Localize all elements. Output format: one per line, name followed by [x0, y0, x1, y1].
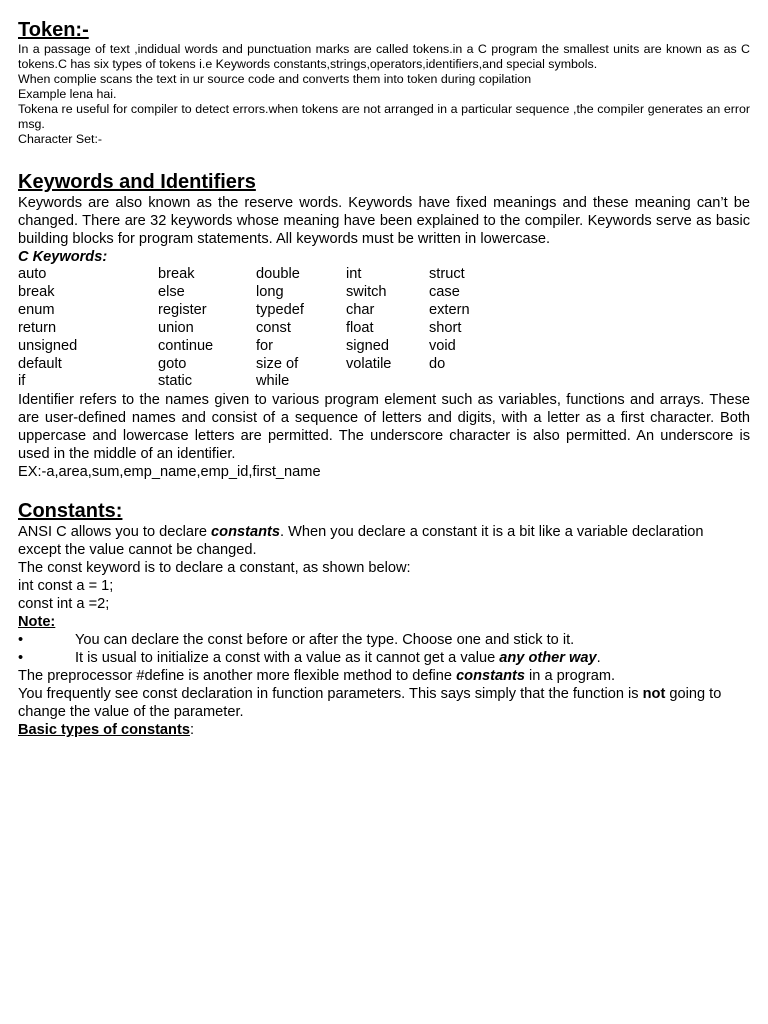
basic-types-label: Basic types of constants	[18, 722, 190, 739]
keyword-cell: default	[18, 355, 62, 372]
code-line: int const a = 1;	[18, 578, 114, 595]
text-run: You can declare the const before or after the type. Choose one and stick to it.	[75, 632, 575, 649]
keyword-cell: typedef	[256, 301, 304, 318]
text-run: going to change the value of the parameter.	[18, 686, 722, 721]
emphasis-text: not	[642, 686, 666, 703]
keywords-heading: Keywords and Identifiers	[18, 171, 256, 193]
keyword-cell: enum	[18, 301, 55, 318]
text-run: in a program.	[525, 668, 616, 685]
table-row	[18, 320, 509, 338]
table-row	[18, 302, 509, 320]
keywords-table	[18, 266, 509, 391]
keyword-cell: break	[18, 283, 55, 300]
text-run: :	[189, 722, 194, 739]
keyword-cell: long	[256, 283, 284, 300]
keyword-cell: char	[346, 301, 375, 318]
text-run: ANSI C allows you to declare	[18, 524, 212, 541]
keyword-cell: short	[429, 319, 462, 336]
constants-heading: Constants:	[18, 500, 123, 523]
keyword-cell: return	[18, 319, 57, 336]
code-line: const int a =2;	[18, 596, 110, 613]
note-label: Note:	[18, 614, 56, 631]
keyword-cell: break	[158, 266, 195, 282]
text-run: It is usual to initialize a const with a value as it cannot get a value	[75, 650, 500, 667]
table-row	[18, 284, 509, 302]
keyword-cell: do	[429, 355, 446, 372]
keywords-section	[18, 170, 750, 481]
keyword-cell: case	[429, 283, 460, 300]
bullet-icon: •	[18, 650, 24, 667]
keyword-cell: switch	[346, 283, 387, 300]
keyword-cell: if	[18, 373, 26, 390]
text-run: . When you declare a constant it is a bit like a variable declaration except the value cannot be changed.	[18, 524, 704, 559]
constants-paragraph	[18, 685, 750, 721]
keyword-cell: unsigned	[18, 337, 78, 354]
table-row	[18, 356, 509, 374]
table-row	[18, 338, 509, 356]
token-paragraph: In a passage of text ,indidual words and punctuation marks are called tokens.in a C program the smallest units are known as as C tokens.C has six types of tokens i.e Keywords constants,strings,operators,identifiers,and special symbols.	[18, 42, 750, 71]
token-paragraph: When complie scans the text in ur source code and converts them into token during copilation	[18, 72, 532, 86]
identifier-example: EX:-a,area,sum,emp_name,emp_id,first_name	[18, 464, 321, 481]
list-item	[18, 631, 750, 649]
keyword-cell: size of	[256, 355, 299, 372]
constants-paragraph	[18, 523, 750, 559]
text-run: The preprocessor #define is another more flexible method to define	[18, 668, 457, 685]
table-row	[18, 266, 509, 284]
bullet-icon: •	[18, 632, 24, 649]
identifier-paragraph: Identifier refers to the names given to various program element such as variables, functions and arrays. These are user-defined names and consist of a sequence of letters and digits, with a letter as a first character. Both uppercase and lowercase letters are permitted. The underscore character is also permitted. An underscore is used in the middle of an identifier.	[18, 392, 750, 463]
keyword-cell: struct	[429, 266, 465, 282]
table-row	[18, 373, 509, 391]
keyword-cell: else	[158, 283, 185, 300]
keyword-cell: continue	[158, 337, 214, 354]
constants-section	[18, 499, 750, 739]
keyword-cell: register	[158, 301, 207, 318]
notes-list	[18, 631, 750, 667]
basic-types-line	[18, 721, 750, 739]
token-heading: Token:-	[18, 19, 89, 41]
keyword-cell	[429, 373, 509, 391]
keywords-intro: Keywords are also known as the reserve words. Keywords have fixed meanings and these meaning can’t be changed. There are 32 keywords whose meaning have been explained to the compiler. Keywords serve as basic building blocks for program statements. All keywords must be written in lowercase.	[18, 195, 750, 247]
keyword-cell: union	[158, 319, 194, 336]
keyword-cell: static	[158, 373, 193, 390]
keyword-cell: float	[346, 319, 374, 336]
token-paragraph: Example lena hai.	[18, 87, 117, 101]
keyword-cell: goto	[158, 355, 187, 372]
keyword-cell: double	[256, 266, 300, 282]
keyword-cell: auto	[18, 266, 47, 282]
token-paragraph: Tokena re useful for compiler to detect errors.when tokens are not arranged in a particular sequence ,the compiler generates an error msg.	[18, 102, 750, 131]
keyword-cell: extern	[429, 301, 470, 318]
keyword-cell: const	[256, 319, 291, 336]
text-run: .	[596, 650, 601, 667]
constants-paragraph: The const keyword is to declare a constant, as shown below:	[18, 560, 411, 577]
keyword-cell: volatile	[346, 355, 392, 372]
character-set-label: Character Set:-	[18, 132, 103, 146]
text-run: You frequently see const declaration in function parameters. This says simply that the function is	[18, 686, 643, 703]
keyword-cell: for	[256, 337, 274, 354]
keyword-cell: int	[346, 266, 362, 282]
keyword-cell: void	[429, 337, 456, 354]
emphasis-text: constants	[456, 668, 525, 685]
keyword-cell: while	[256, 373, 290, 390]
keyword-cell	[346, 373, 429, 391]
emphasis-text: any other way	[499, 650, 597, 667]
list-item	[18, 649, 750, 667]
token-body	[18, 42, 750, 147]
constants-paragraph	[18, 667, 750, 685]
keyword-cell: signed	[346, 337, 390, 354]
token-section	[18, 18, 750, 147]
c-keywords-title: C Keywords:	[18, 249, 108, 265]
emphasis-text: constants	[211, 524, 280, 541]
